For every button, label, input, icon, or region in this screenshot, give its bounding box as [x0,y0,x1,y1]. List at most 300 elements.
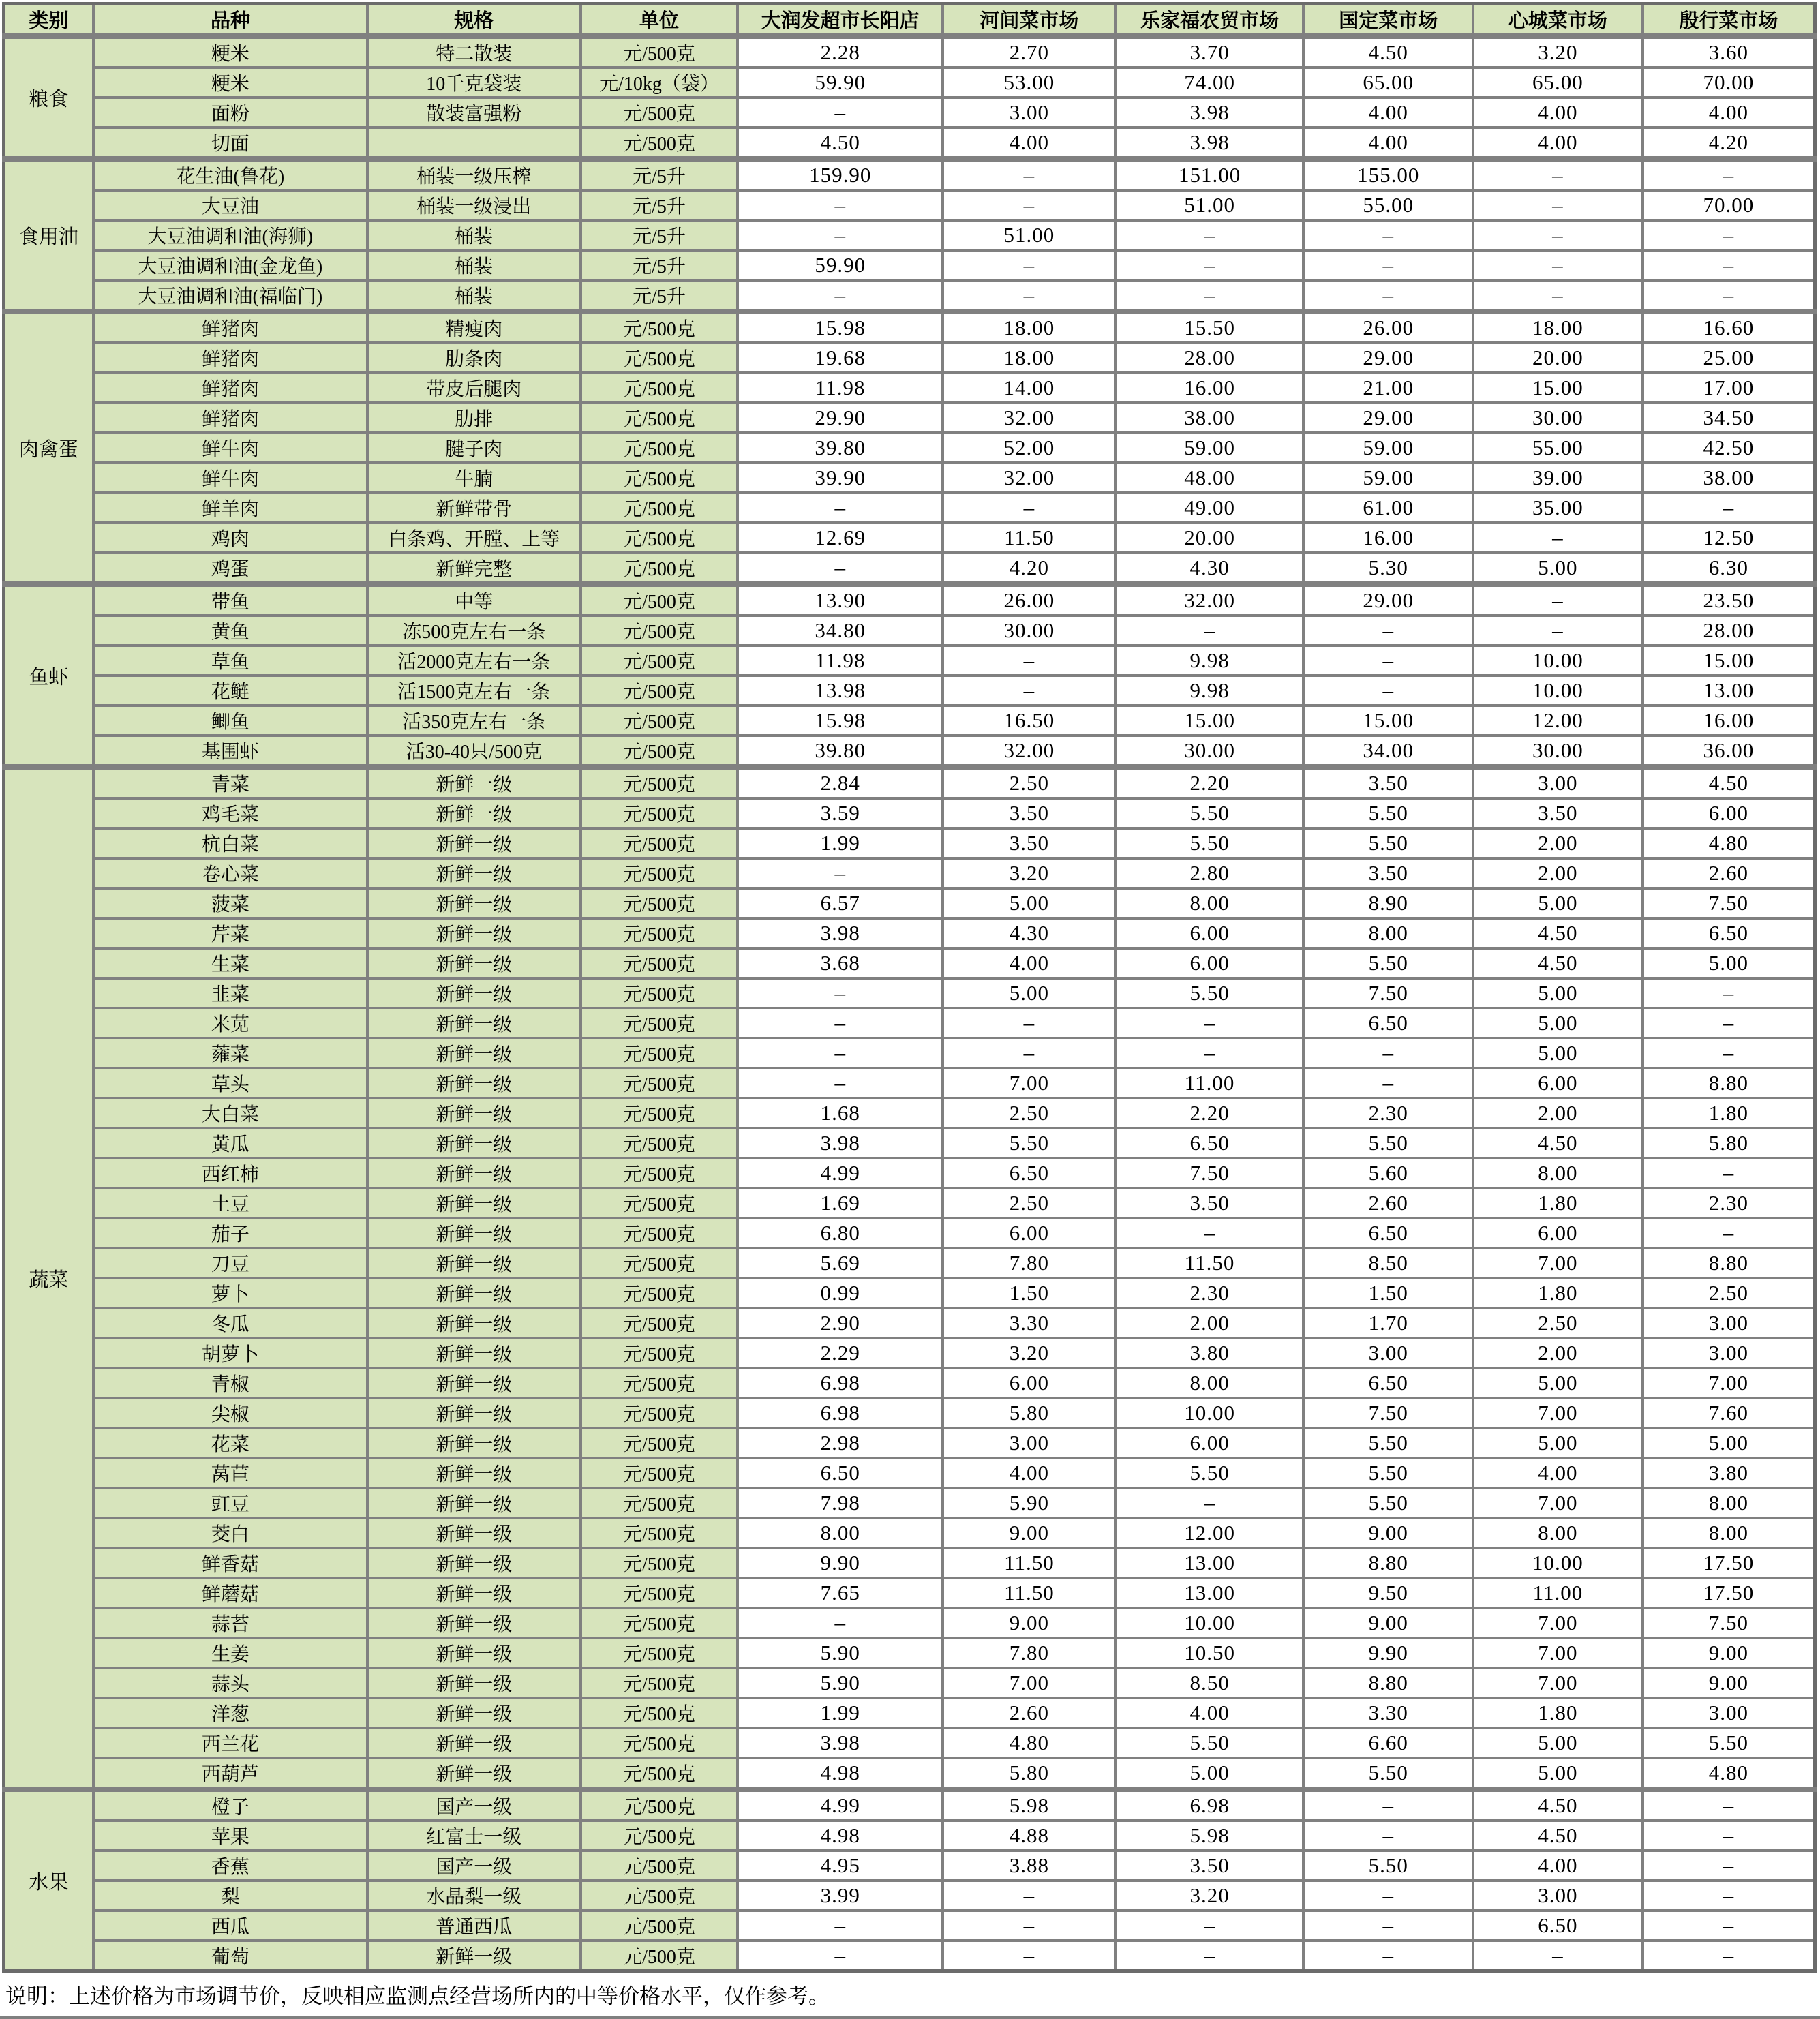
price-cell: 13.00 [1116,1548,1304,1578]
price-cell: 28.00 [1116,343,1304,373]
price-cell: 2.00 [1473,858,1643,888]
unit-cell: 元/500克 [581,646,738,675]
price-cell: 5.00 [1473,888,1643,918]
unit-cell: 元/500克 [581,1218,738,1248]
price-cell: 1.80 [1643,1098,1815,1128]
spec-cell: 国产一级 [367,1851,581,1881]
spec-cell: 新鲜一级 [367,798,581,828]
spec-cell: 特二散装 [367,36,581,67]
spec-cell: 普通西瓜 [367,1911,581,1941]
price-cell: 9.00 [943,1608,1116,1638]
price-cell: 5.30 [1303,553,1473,584]
spec-cell: 新鲜一级 [367,918,581,948]
price-cell: 7.00 [943,1668,1116,1698]
item-cell: 青椒 [93,1368,367,1398]
item-cell: 鲜猪肉 [93,403,367,433]
price-cell: 53.00 [943,67,1116,97]
price-cell: 9.90 [738,1548,943,1578]
price-cell: 4.20 [943,553,1116,584]
price-cell: 59.00 [1116,433,1304,463]
unit-cell: 元/500克 [581,1758,738,1789]
unit-cell: 元/10kg（袋） [581,67,738,97]
item-cell: 粳米 [93,36,367,67]
table-row [4,1518,1815,1548]
price-cell: 26.00 [943,584,1116,616]
price-cell: 5.50 [1303,828,1473,858]
table-row [4,250,1815,280]
price-cell: 11.50 [943,523,1116,553]
price-cell: 20.00 [1473,343,1643,373]
price-cell: 59.90 [738,250,943,280]
unit-cell: 元/500克 [581,1308,738,1338]
unit-cell: 元/500克 [581,463,738,493]
price-cell: 5.00 [1473,1038,1643,1068]
price-cell: 8.00 [1116,888,1304,918]
category-cell: 水果 [4,1789,93,1971]
item-cell: 鲜猪肉 [93,373,367,403]
unit-cell: 元/500克 [581,1248,738,1278]
price-cell: – [1303,1821,1473,1851]
spec-cell: 新鲜一级 [367,1458,581,1488]
price-cell: 1.69 [738,1188,943,1218]
unit-cell: 元/500克 [581,978,738,1008]
column-header: 类别 [4,4,93,37]
column-header: 殷行菜市场 [1643,4,1815,37]
spec-cell: 新鲜一级 [367,1488,581,1518]
price-cell: 3.20 [1116,1881,1304,1911]
price-cell: 61.00 [1303,493,1473,523]
price-cell: 2.80 [1116,858,1304,888]
price-cell: – [738,1008,943,1038]
price-cell: 4.99 [738,1158,943,1188]
price-cell: 7.65 [738,1578,943,1608]
price-cell: 6.00 [1116,918,1304,948]
spec-cell: 白条鸡、开膛、上等 [367,523,581,553]
category-cell: 蔬菜 [4,767,93,1789]
price-cell: 17.50 [1643,1548,1815,1578]
table-row [4,1881,1815,1911]
price-cell: 7.00 [1643,1368,1815,1398]
price-cell: – [943,190,1116,220]
item-cell: 蕹菜 [93,1038,367,1068]
price-cell: 7.50 [1643,1608,1815,1638]
price-cell: – [738,978,943,1008]
price-cell: 28.00 [1643,616,1815,646]
price-cell: – [1643,159,1815,190]
price-cell: 3.50 [943,828,1116,858]
price-cell: – [1473,523,1643,553]
price-cell: – [1643,250,1815,280]
unit-cell: 元/500克 [581,828,738,858]
price-cell: – [738,190,943,220]
spec-cell: 新鲜一级 [367,1608,581,1638]
price-cell: 3.70 [1116,36,1304,67]
price-cell: 4.30 [1116,553,1304,584]
price-cell: – [943,280,1116,312]
header-row [4,4,1815,37]
price-cell: 5.00 [1116,1758,1304,1789]
price-cell: 5.80 [943,1758,1116,1789]
table-row [4,1821,1815,1851]
item-cell: 西兰花 [93,1728,367,1758]
table-row [4,159,1815,190]
unit-cell: 元/5升 [581,159,738,190]
table-row [4,493,1815,523]
price-cell: – [738,553,943,584]
item-cell: 西红柿 [93,1158,367,1188]
price-cell: – [1643,1911,1815,1941]
price-cell: – [1303,616,1473,646]
price-cell: 8.80 [1303,1668,1473,1698]
unit-cell: 元/500克 [581,1128,738,1158]
unit-cell: 元/500克 [581,616,738,646]
price-cell: – [738,97,943,127]
price-cell: 5.69 [738,1248,943,1278]
item-cell: 黄鱼 [93,616,367,646]
item-cell: 蒜苔 [93,1608,367,1638]
table-row [4,767,1815,798]
table-row [4,1008,1815,1038]
price-cell: 17.50 [1643,1578,1815,1608]
price-cell: 2.70 [943,36,1116,67]
unit-cell: 元/500克 [581,97,738,127]
unit-cell: 元/500克 [581,798,738,828]
price-cell: 4.50 [1473,918,1643,948]
unit-cell: 元/500克 [581,1488,738,1518]
price-cell: 5.00 [1473,1758,1643,1789]
price-cell: 8.00 [1643,1488,1815,1518]
price-cell: 74.00 [1116,67,1304,97]
price-cell: 5.50 [1303,1458,1473,1488]
spec-cell: 桶装 [367,250,581,280]
item-cell: 青菜 [93,767,367,798]
item-cell: 草鱼 [93,646,367,675]
price-cell: 29.00 [1303,584,1473,616]
price-cell: 3.00 [1643,1698,1815,1728]
price-cell: – [1303,220,1473,250]
price-cell: – [1303,675,1473,705]
price-cell: 8.00 [1303,918,1473,948]
unit-cell: 元/500克 [581,1038,738,1068]
category-cell: 鱼虾 [4,584,93,767]
price-cell: 4.00 [1473,1851,1643,1881]
category-cell: 粮食 [4,36,93,159]
column-header: 大润发超市长阳店 [738,4,943,37]
price-cell: 55.00 [1303,190,1473,220]
item-cell: 梨 [93,1881,367,1911]
price-cell: 21.00 [1303,373,1473,403]
spec-cell: 新鲜一级 [367,1428,581,1458]
spec-cell: 新鲜一级 [367,767,581,798]
price-cell: 16.00 [1643,705,1815,735]
price-cell: – [1116,1218,1304,1248]
price-cell: 2.50 [943,1188,1116,1218]
spec-cell: 新鲜一级 [367,1941,581,1971]
price-cell: 3.60 [1643,36,1815,67]
price-cell: 7.00 [943,1068,1116,1098]
price-cell: 1.80 [1473,1188,1643,1218]
price-cell: 5.50 [1116,828,1304,858]
price-cell: 3.00 [1643,1338,1815,1368]
item-cell: 鲜牛肉 [93,433,367,463]
item-cell: 大白菜 [93,1098,367,1128]
price-cell: 39.80 [738,433,943,463]
table-row [4,190,1815,220]
table-row [4,1098,1815,1128]
item-cell: 刀豆 [93,1248,367,1278]
price-cell: 9.98 [1116,675,1304,705]
table-row [4,220,1815,250]
price-cell: 5.00 [1473,553,1643,584]
price-cell: 5.50 [1116,798,1304,828]
unit-cell: 元/500克 [581,1518,738,1548]
spec-cell: 肋条肉 [367,343,581,373]
table-row [4,1368,1815,1398]
unit-cell: 元/500克 [581,523,738,553]
price-cell: 9.98 [1116,646,1304,675]
category-cell: 肉禽蛋 [4,312,93,584]
price-cell: – [738,1941,943,1971]
price-cell: 5.50 [1303,1128,1473,1158]
price-cell: 6.80 [738,1218,943,1248]
unit-cell: 元/500克 [581,1851,738,1881]
spec-cell: 新鲜一级 [367,1638,581,1668]
price-cell: – [943,493,1116,523]
price-cell: 2.30 [1116,1278,1304,1308]
price-cell: 0.99 [738,1278,943,1308]
price-cell: 2.60 [1303,1188,1473,1218]
table-row [4,1608,1815,1638]
table-row [4,1728,1815,1758]
table-row [4,1578,1815,1608]
price-cell: 4.00 [943,948,1116,978]
table-row [4,1038,1815,1068]
unit-cell: 元/500克 [581,1789,738,1821]
item-cell: 土豆 [93,1188,367,1218]
item-cell: 葡萄 [93,1941,367,1971]
price-cell: 3.80 [1643,1458,1815,1488]
price-cell: 3.98 [738,1728,943,1758]
price-cell: 3.59 [738,798,943,828]
price-cell: – [738,1608,943,1638]
unit-cell: 元/500克 [581,767,738,798]
price-cell: – [738,280,943,312]
item-cell: 鲜牛肉 [93,463,367,493]
market-price-sheet [0,2,1820,2019]
unit-cell: 元/500克 [581,127,738,159]
spec-cell: 水晶梨一级 [367,1881,581,1911]
spec-cell: 新鲜一级 [367,1278,581,1308]
table-row [4,978,1815,1008]
table-row [4,1128,1815,1158]
price-cell: – [1473,584,1643,616]
price-cell: 29.00 [1303,403,1473,433]
item-cell: 鲜羊肉 [93,493,367,523]
table-row [4,584,1815,616]
unit-cell: 元/500克 [581,918,738,948]
price-cell: 5.00 [1473,1728,1643,1758]
price-cell: 2.00 [1116,1308,1304,1338]
price-cell: 5.00 [1473,1008,1643,1038]
price-cell: 5.80 [943,1398,1116,1428]
price-cell: 8.80 [1643,1068,1815,1098]
price-cell: 1.99 [738,828,943,858]
price-cell: 2.50 [943,1098,1116,1128]
price-cell: – [1303,1911,1473,1941]
price-cell: 1.70 [1303,1308,1473,1338]
price-cell: 4.00 [943,127,1116,159]
table-row [4,1188,1815,1218]
price-cell: 2.50 [1643,1278,1815,1308]
item-cell: 鸡肉 [93,523,367,553]
price-cell: 70.00 [1643,67,1815,97]
price-cell: – [943,646,1116,675]
spec-cell: 新鲜一级 [367,1158,581,1188]
price-cell: 9.50 [1303,1578,1473,1608]
price-cell: 151.00 [1116,159,1304,190]
item-cell: 豇豆 [93,1488,367,1518]
price-cell: 2.98 [738,1428,943,1458]
column-header: 单位 [581,4,738,37]
price-cell: 8.00 [1643,1518,1815,1548]
price-cell: – [1473,280,1643,312]
spec-cell: 新鲜一级 [367,1338,581,1368]
price-cell: 3.00 [1473,767,1643,798]
price-cell: 2.60 [943,1698,1116,1728]
price-cell: 11.50 [943,1578,1116,1608]
table-row [4,1941,1815,1971]
price-cell: 2.30 [1303,1098,1473,1128]
price-cell: 8.00 [1116,1368,1304,1398]
item-cell: 草头 [93,1068,367,1098]
price-cell: 30.00 [1116,735,1304,767]
price-cell: 3.98 [1116,97,1304,127]
price-cell: 9.90 [1303,1638,1473,1668]
price-cell: – [943,159,1116,190]
price-cell: 6.30 [1643,553,1815,584]
price-cell: 5.90 [738,1668,943,1698]
unit-cell: 元/5升 [581,220,738,250]
spec-cell: 新鲜带骨 [367,493,581,523]
price-cell: 32.00 [1116,584,1304,616]
unit-cell: 元/500克 [581,858,738,888]
price-cell: 20.00 [1116,523,1304,553]
item-cell: 花生油(鲁花) [93,159,367,190]
price-cell: 9.00 [1643,1638,1815,1668]
price-cell: 32.00 [943,463,1116,493]
price-cell: 9.00 [1303,1608,1473,1638]
price-cell: 3.98 [738,1128,943,1158]
item-cell: 花菜 [93,1428,367,1458]
table-row [4,1398,1815,1428]
price-cell: 3.88 [943,1851,1116,1881]
price-cell: 12.00 [1473,705,1643,735]
item-cell: 基围虾 [93,735,367,767]
item-cell: 橙子 [93,1789,367,1821]
price-cell: 6.50 [1303,1368,1473,1398]
price-cell: 6.00 [943,1218,1116,1248]
price-cell: 65.00 [1303,67,1473,97]
price-cell: 5.50 [1303,1851,1473,1881]
price-cell: 16.00 [1303,523,1473,553]
spec-cell: 新鲜一级 [367,1218,581,1248]
price-cell: 5.50 [1303,1428,1473,1458]
price-cell: 5.00 [943,978,1116,1008]
price-cell: 6.50 [1643,918,1815,948]
spec-cell: 新鲜一级 [367,1398,581,1428]
item-cell: 芹菜 [93,918,367,948]
table-row [4,1218,1815,1248]
price-cell: 51.00 [943,220,1116,250]
price-cell: 4.50 [1303,36,1473,67]
price-cell: 10.00 [1116,1398,1304,1428]
price-cell: 7.80 [943,1638,1116,1668]
spec-cell: 10千克袋装 [367,67,581,97]
price-cell: 8.00 [1473,1158,1643,1188]
price-cell: 4.50 [1473,1789,1643,1821]
unit-cell: 元/500克 [581,1338,738,1368]
price-cell: 4.00 [1303,97,1473,127]
price-cell: 52.00 [943,433,1116,463]
table-row [4,1248,1815,1278]
item-cell: 萝卜 [93,1278,367,1308]
price-cell: 65.00 [1473,67,1643,97]
item-cell: 面粉 [93,97,367,127]
spec-cell: 新鲜一级 [367,1518,581,1548]
table-row [4,1428,1815,1458]
spec-cell: 肋排 [367,403,581,433]
price-cell: 3.20 [943,1338,1116,1368]
item-cell: 生菜 [93,948,367,978]
column-header: 国定菜市场 [1303,4,1473,37]
spec-cell: 冻500克左右一条 [367,616,581,646]
price-cell: 4.80 [1643,828,1815,858]
price-cell: 36.00 [1643,735,1815,767]
price-cell: 2.00 [1473,828,1643,858]
price-cell: 6.50 [943,1158,1116,1188]
price-cell: 1.99 [738,1698,943,1728]
price-cell: 34.00 [1303,735,1473,767]
price-cell: 5.00 [1473,1368,1643,1398]
price-cell: 10.00 [1116,1608,1304,1638]
price-cell: 11.50 [943,1548,1116,1578]
price-cell: 7.50 [1303,978,1473,1008]
item-cell: 黄瓜 [93,1128,367,1158]
item-cell: 大豆油调和油(福临门) [93,280,367,312]
price-cell: – [1643,1881,1815,1911]
price-cell: 3.30 [943,1308,1116,1338]
item-cell: 鸡蛋 [93,553,367,584]
price-cell: 3.50 [1116,1188,1304,1218]
price-cell: 3.68 [738,948,943,978]
unit-cell: 元/500克 [581,705,738,735]
column-header: 品种 [93,4,367,37]
column-header: 规格 [367,4,581,37]
table-row [4,1548,1815,1578]
price-cell: 14.00 [943,373,1116,403]
price-cell: 5.50 [1303,798,1473,828]
item-cell: 香蕉 [93,1851,367,1881]
price-cell: 4.00 [1116,1698,1304,1728]
table-row [4,1338,1815,1368]
price-cell: 4.50 [1473,1128,1643,1158]
item-cell: 鲜猪肉 [93,312,367,343]
unit-cell: 元/500克 [581,675,738,705]
table-row [4,735,1815,767]
price-cell: 8.50 [1116,1668,1304,1698]
price-cell: 9.00 [1643,1668,1815,1698]
price-cell: – [1643,1038,1815,1068]
